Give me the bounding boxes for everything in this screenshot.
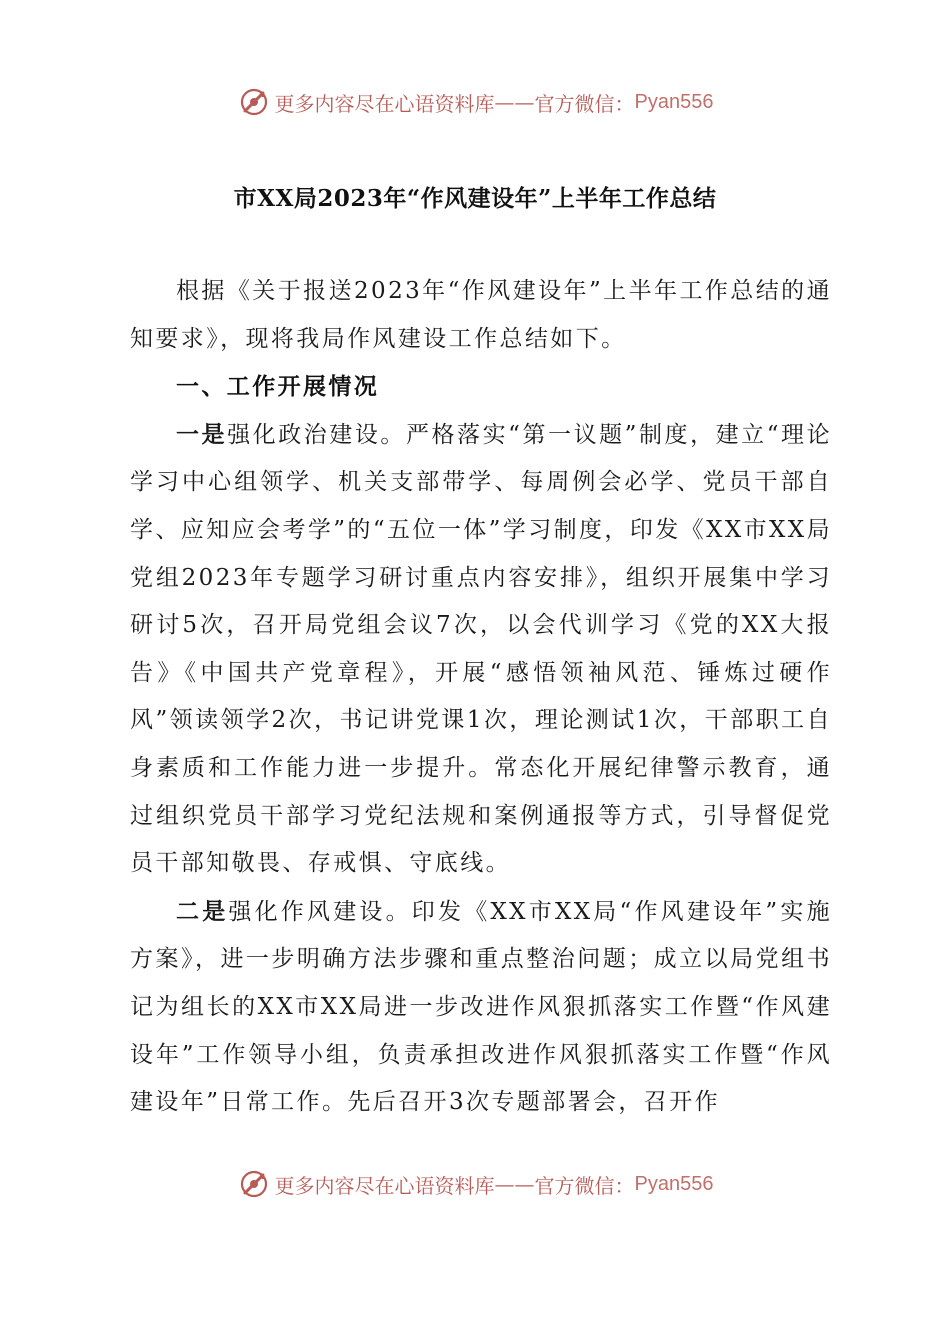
document-body — [130, 268, 832, 1127]
document-title: 市XX局2023年“作风建设年”上半年工作总结 — [233, 185, 717, 212]
banner-dash: —— — [494, 1172, 535, 1196]
footer-banner — [0, 1166, 950, 1202]
item2-lead: 二是 — [176, 897, 229, 925]
header-banner — [0, 84, 950, 120]
item1-text: 强化政治建设。严格落实“第一议题”制度，建立“理论学习中心组领学、机关支部带学、每周例会必学、党员干部自学、应知应会考学”的“五位一体”学习制度，印发《XX市XX局党组2023年专题学习研讨重点内容安排》，组织开展集中学习研讨5次，召开局党组会议7次，以会代训学习《党的XX大报告》《中国共产党章程》，开展“感悟领袖风范、锤炼过硬作风”领读领学2次，书记讲党课1次，理论测试1次，干部职工自身素质和工作能力进一步提升。常态化开展纪律警示教育，通过组织党员干部学习党纪法规和案例通报等方式，引导督促党员干部知敬畏、存戒惧、守底线。 — [130, 421, 832, 877]
intro-paragraph: 根据《关于报送2023年“作风建设年”上半年工作总结的通知要求》，现将我局作风建设工作总结如下。 — [130, 278, 832, 352]
item1-lead: 一是 — [176, 420, 228, 448]
banner-dash: —— — [494, 90, 535, 114]
banner-wechat-id: Pyan556 — [634, 1172, 714, 1195]
section-heading: 一、工作开展情况 — [176, 373, 380, 401]
banner-wechat-id: Pyan556 — [634, 90, 714, 113]
banner-text: 更多内容尽在心语资料库 — [274, 91, 495, 116]
item2-paragraph — [130, 888, 832, 1127]
banner-wechat-label: 官方微信： — [534, 1173, 635, 1198]
item1-paragraph — [130, 411, 832, 888]
logo-icon — [237, 85, 271, 119]
item2-text: 强化作风建设。印发《XX市XX局“作风建设年”实施方案》，进一步明确方法步骤和重点整治问题；成立以局党组书记为组长的XX市XX局进一步改进作风狠抓落实工作暨“作风建设年”工作领导小组，负责承担改进作风狠抓落实工作暨“作风建设年”日常工作。先后召开3次专题部署会，召开作 — [130, 898, 832, 1116]
banner-wechat-label: 官方微信： — [534, 91, 635, 116]
banner-text: 更多内容尽在心语资料库 — [274, 1173, 495, 1198]
logo-icon — [237, 1167, 271, 1201]
